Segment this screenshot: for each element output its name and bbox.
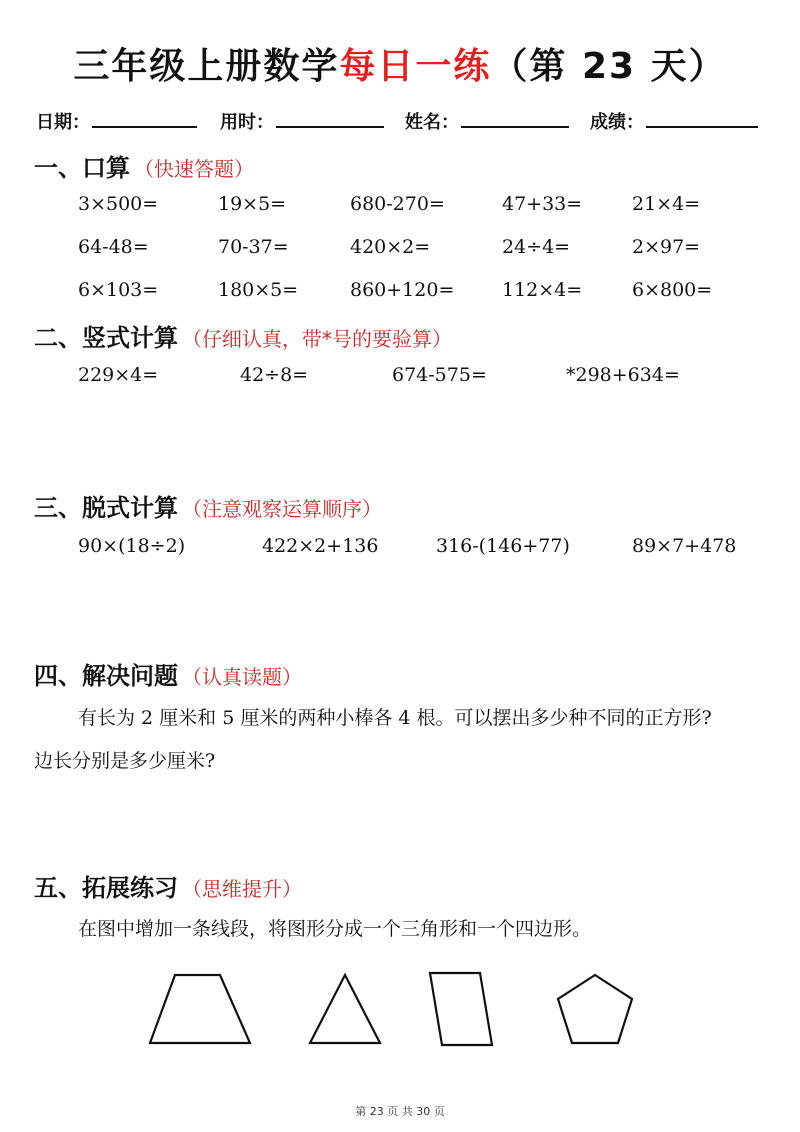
section1-hint: （快速答题） <box>134 157 254 181</box>
oral-item: 19×5= <box>218 193 287 215</box>
parallelogram-figure <box>430 973 492 1045</box>
trapezoid-figure <box>150 975 250 1043</box>
oral-item: 420×2= <box>350 236 431 258</box>
date-label: 日期： <box>36 112 90 133</box>
section4-header <box>34 656 302 691</box>
section3-hint: （注意观察运算顺序） <box>182 497 382 521</box>
section1-header <box>34 148 254 183</box>
info-name <box>405 108 569 134</box>
vertical-calc-item: 42÷8= <box>240 364 309 386</box>
title-day: （第 23 天） <box>491 46 727 87</box>
vertical-calc-item: 674-575= <box>392 364 487 386</box>
oral-item: 2×97= <box>632 236 701 258</box>
oral-item: 24÷4= <box>502 236 571 258</box>
time-blank[interactable] <box>276 108 384 128</box>
page-title <box>0 38 800 89</box>
date-blank[interactable] <box>92 108 197 128</box>
problem-text-line2: 边长分别是多少厘米? <box>34 750 216 772</box>
oral-item: 6×103= <box>78 279 159 301</box>
vertical-calc-item: 229×4= <box>78 364 159 386</box>
extension-instruction: 在图中增加一条线段，将图形分成一个三角形和一个四边形。 <box>78 918 592 940</box>
section4-hint: （认真读题） <box>182 665 302 689</box>
geometry-figures <box>140 965 660 1060</box>
section2-title: 二、竖式计算 <box>34 324 178 352</box>
stepwise-calc-item: 89×7+478 <box>632 535 737 557</box>
name-blank[interactable] <box>461 108 569 128</box>
section4-title: 四、解决问题 <box>34 662 178 690</box>
stepwise-calc-item: 90×(18÷2) <box>78 535 186 557</box>
section1-title: 一、口算 <box>34 154 130 182</box>
name-label: 姓名： <box>405 112 459 133</box>
problem-text-line1: 有长为 2 厘米和 5 厘米的两种小棒各 4 根。可以摆出多少种不同的正方形? <box>78 707 712 729</box>
section2-header <box>34 318 452 353</box>
oral-item: 47+33= <box>502 193 583 215</box>
section3-title: 三、脱式计算 <box>34 494 178 522</box>
oral-item: 860+120= <box>350 279 455 301</box>
page-number: 第 23 页 共 30 页 <box>355 1105 445 1118</box>
oral-item: 70-37= <box>218 236 289 258</box>
section5-title: 五、拓展练习 <box>34 874 178 902</box>
oral-item: 64-48= <box>78 236 149 258</box>
section5-hint: （思维提升） <box>182 877 302 901</box>
oral-item: 112×4= <box>502 279 583 301</box>
title-daily: 每日一练 <box>339 46 492 87</box>
triangle-figure <box>310 975 380 1043</box>
oral-item: 180×5= <box>218 279 299 301</box>
title-grade: 三年级上册数学 <box>73 46 340 87</box>
info-score <box>590 108 758 134</box>
oral-item: 21×4= <box>632 193 701 215</box>
vertical-calc-item: *298+634= <box>566 364 680 386</box>
oral-item: 680-270= <box>350 193 445 215</box>
info-time <box>220 108 384 134</box>
score-blank[interactable] <box>646 108 758 128</box>
section2-hint: （仔细认真，带*号的要验算） <box>182 327 452 351</box>
stepwise-calc-item: 316-(146+77) <box>436 535 570 557</box>
info-date <box>36 108 197 134</box>
oral-item: 3×500= <box>78 193 159 215</box>
section3-header <box>34 488 382 523</box>
stepwise-calc-item: 422×2+136 <box>262 535 379 557</box>
time-label: 用时： <box>220 112 274 133</box>
pentagon-figure <box>558 975 632 1043</box>
oral-item: 6×800= <box>632 279 713 301</box>
score-label: 成绩： <box>590 112 644 133</box>
section5-header <box>34 868 302 903</box>
